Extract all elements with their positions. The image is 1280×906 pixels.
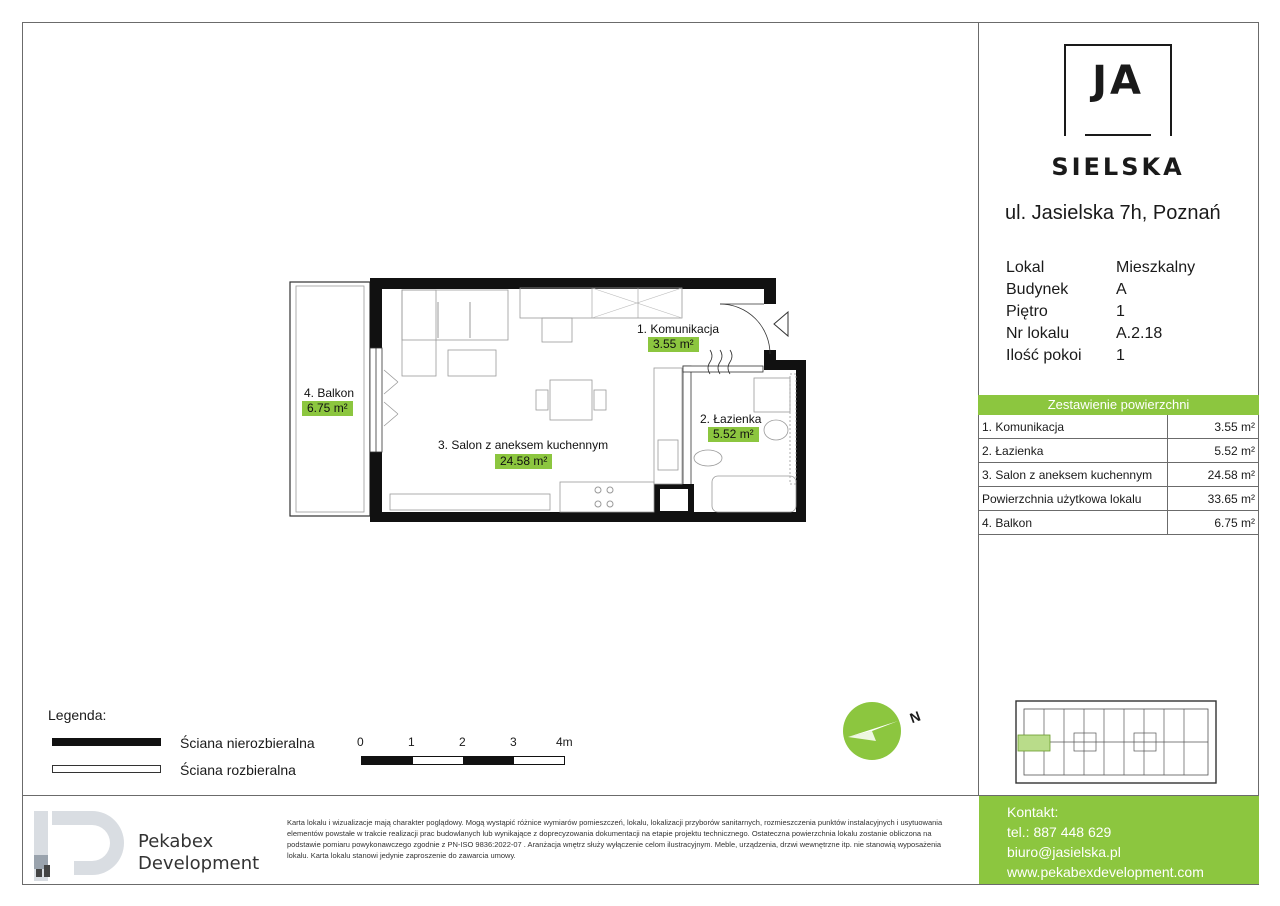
wardrobe [520,288,682,318]
table-row [978,439,1259,463]
logo-name: SIELSKA [1051,153,1185,181]
scale-label: 1 [408,735,415,749]
washbasin [764,420,788,440]
area-table-title: Zestawienie powierzchni [978,395,1259,415]
area-value: 33.65 m² [1207,492,1255,506]
area-value: 6.75 m² [1214,516,1255,530]
scale-bar [361,756,565,765]
scale-label: 4m [556,735,573,749]
room-area-bathroom: 5.52 m² [708,427,759,442]
info-value: A.2.18 [1116,325,1163,342]
table-row [978,415,1259,439]
partition-corridor [683,366,763,372]
area-name: 2. Łazienka [978,439,1168,462]
info-key: Nr lokalu [1006,325,1070,342]
tv-cabinet [390,494,550,510]
kitchen-cooktop [560,482,654,512]
area-value: 24.58 m² [1207,468,1255,482]
compass-north-label: N [907,707,923,727]
area-value: 5.52 m² [1214,444,1255,458]
info-value: 1 [1116,347,1125,364]
info-key: Piętro [1006,303,1048,320]
unit-info [1006,257,1195,367]
info-key: Lokal [1006,259,1045,276]
wall-east [796,360,806,522]
contact-title: Kontakt: [1007,804,1059,820]
wall-north [370,278,776,289]
info-key: Ilość pokoi [1006,347,1082,364]
room-area-corridor: 3.55 m² [648,337,699,352]
info-value: 1 [1116,303,1125,320]
info-row-rooms [1006,345,1195,367]
legend-swatch-partition [52,765,161,773]
entry-door-swing [720,304,770,354]
contact-phone[interactable]: tel.: 887 448 629 [1007,824,1112,840]
address: ul. Jasielska 7h, Poznań [1005,202,1221,224]
info-value: Mieszkalny [1116,259,1196,276]
chair [542,318,572,342]
contact-website[interactable]: www.pekabexdevelopment.com [1007,864,1204,880]
floor-plan-drawing [280,270,820,530]
site-plan-unit-highlight [1018,735,1050,751]
table-row [978,511,1259,535]
area-value: 3.55 m² [1214,420,1255,434]
wall-south [370,512,806,522]
contact-panel [979,796,1259,884]
site-plan-thumbnail [1014,699,1219,786]
info-key: Budynek [1006,281,1069,298]
info-row-floor [1006,301,1195,323]
floor-plan [280,270,820,530]
scale-label: 0 [357,735,364,749]
room-label-bathroom: 2. Łazienka [700,412,762,426]
area-name: 3. Salon z aneksem kuchennym [978,463,1168,486]
developer-name [138,831,259,875]
table-row-total [978,487,1259,511]
scale-label: 2 [459,735,466,749]
info-row-building [1006,279,1195,301]
dining-table [550,380,592,420]
area-name: 4. Balkon [978,511,1168,534]
area-table [978,395,1259,535]
area-name: 1. Komunikacja [978,415,1168,438]
toilet [694,450,722,466]
area-name: Powierzchnia użytkowa lokalu [978,487,1168,510]
legend-title: Legenda: [48,707,107,723]
developer-logo [34,811,130,881]
logo-mark: JA [1092,58,1144,104]
entry-arrow [774,312,788,336]
room-area-balcony: 6.75 m² [302,401,353,416]
wall-entry-post [764,278,776,304]
disclaimer: Karta lokalu i wizualizacje mają charakter poglądowy. Mogą wystąpić różnice wymiarów pomieszczeń, lokalu, lokalizacji przyborów sanitarnych, rozmieszczenia punktów instalacyjnych i usytuowania elementów powstałe w trakcie realizacji prac budowlanych lub wynikające z doprecyzowania dokumentacji na etapie projektu technicznego. Ostateczna powierzchnia lokalu zostanie obliczona na podstawie pomiaru powykonawczego zgodnie z PN-ISO 9836:2022-07 . Aranżacja wnętrz służy wyłączenie celom ilustracyjnym. Meble, urządzenia, drzwi wewnętrzne itp. nie stanowią wyposażenia lokalu. Karta lokalu stanowi jedynie zaproszenie do zawarcia umowy. [287,818,943,860]
info-row-type [1006,257,1195,279]
logo-frame-underline [1085,134,1151,136]
developer-name-line2: Development [138,853,260,874]
table-row [978,463,1259,487]
legend-label-partition: Ściana rozbieralna [180,762,296,778]
legend-label-load-bearing: Ściana nierozbieralna [180,735,315,751]
bathtub [712,476,796,512]
developer-name-line1: Pekabex [138,831,214,852]
washer [754,378,790,412]
info-value: A [1116,281,1127,298]
contact-email[interactable]: biuro@jasielska.pl [1007,844,1121,860]
legend-swatch-load-bearing [52,738,161,746]
room-label-corridor: 1. Komunikacja [637,322,720,336]
room-label-balcony: 4. Balkon [304,386,355,400]
compass-icon [842,701,902,761]
room-area-living: 24.58 m² [495,454,552,469]
info-row-unit-number [1006,323,1195,345]
sofa [402,290,508,340]
coffee-table [448,350,496,376]
room-label-living: 3. Salon z aneksem kuchennym [438,438,609,452]
scale-label: 3 [510,735,517,749]
kitchen-sink [658,440,678,470]
